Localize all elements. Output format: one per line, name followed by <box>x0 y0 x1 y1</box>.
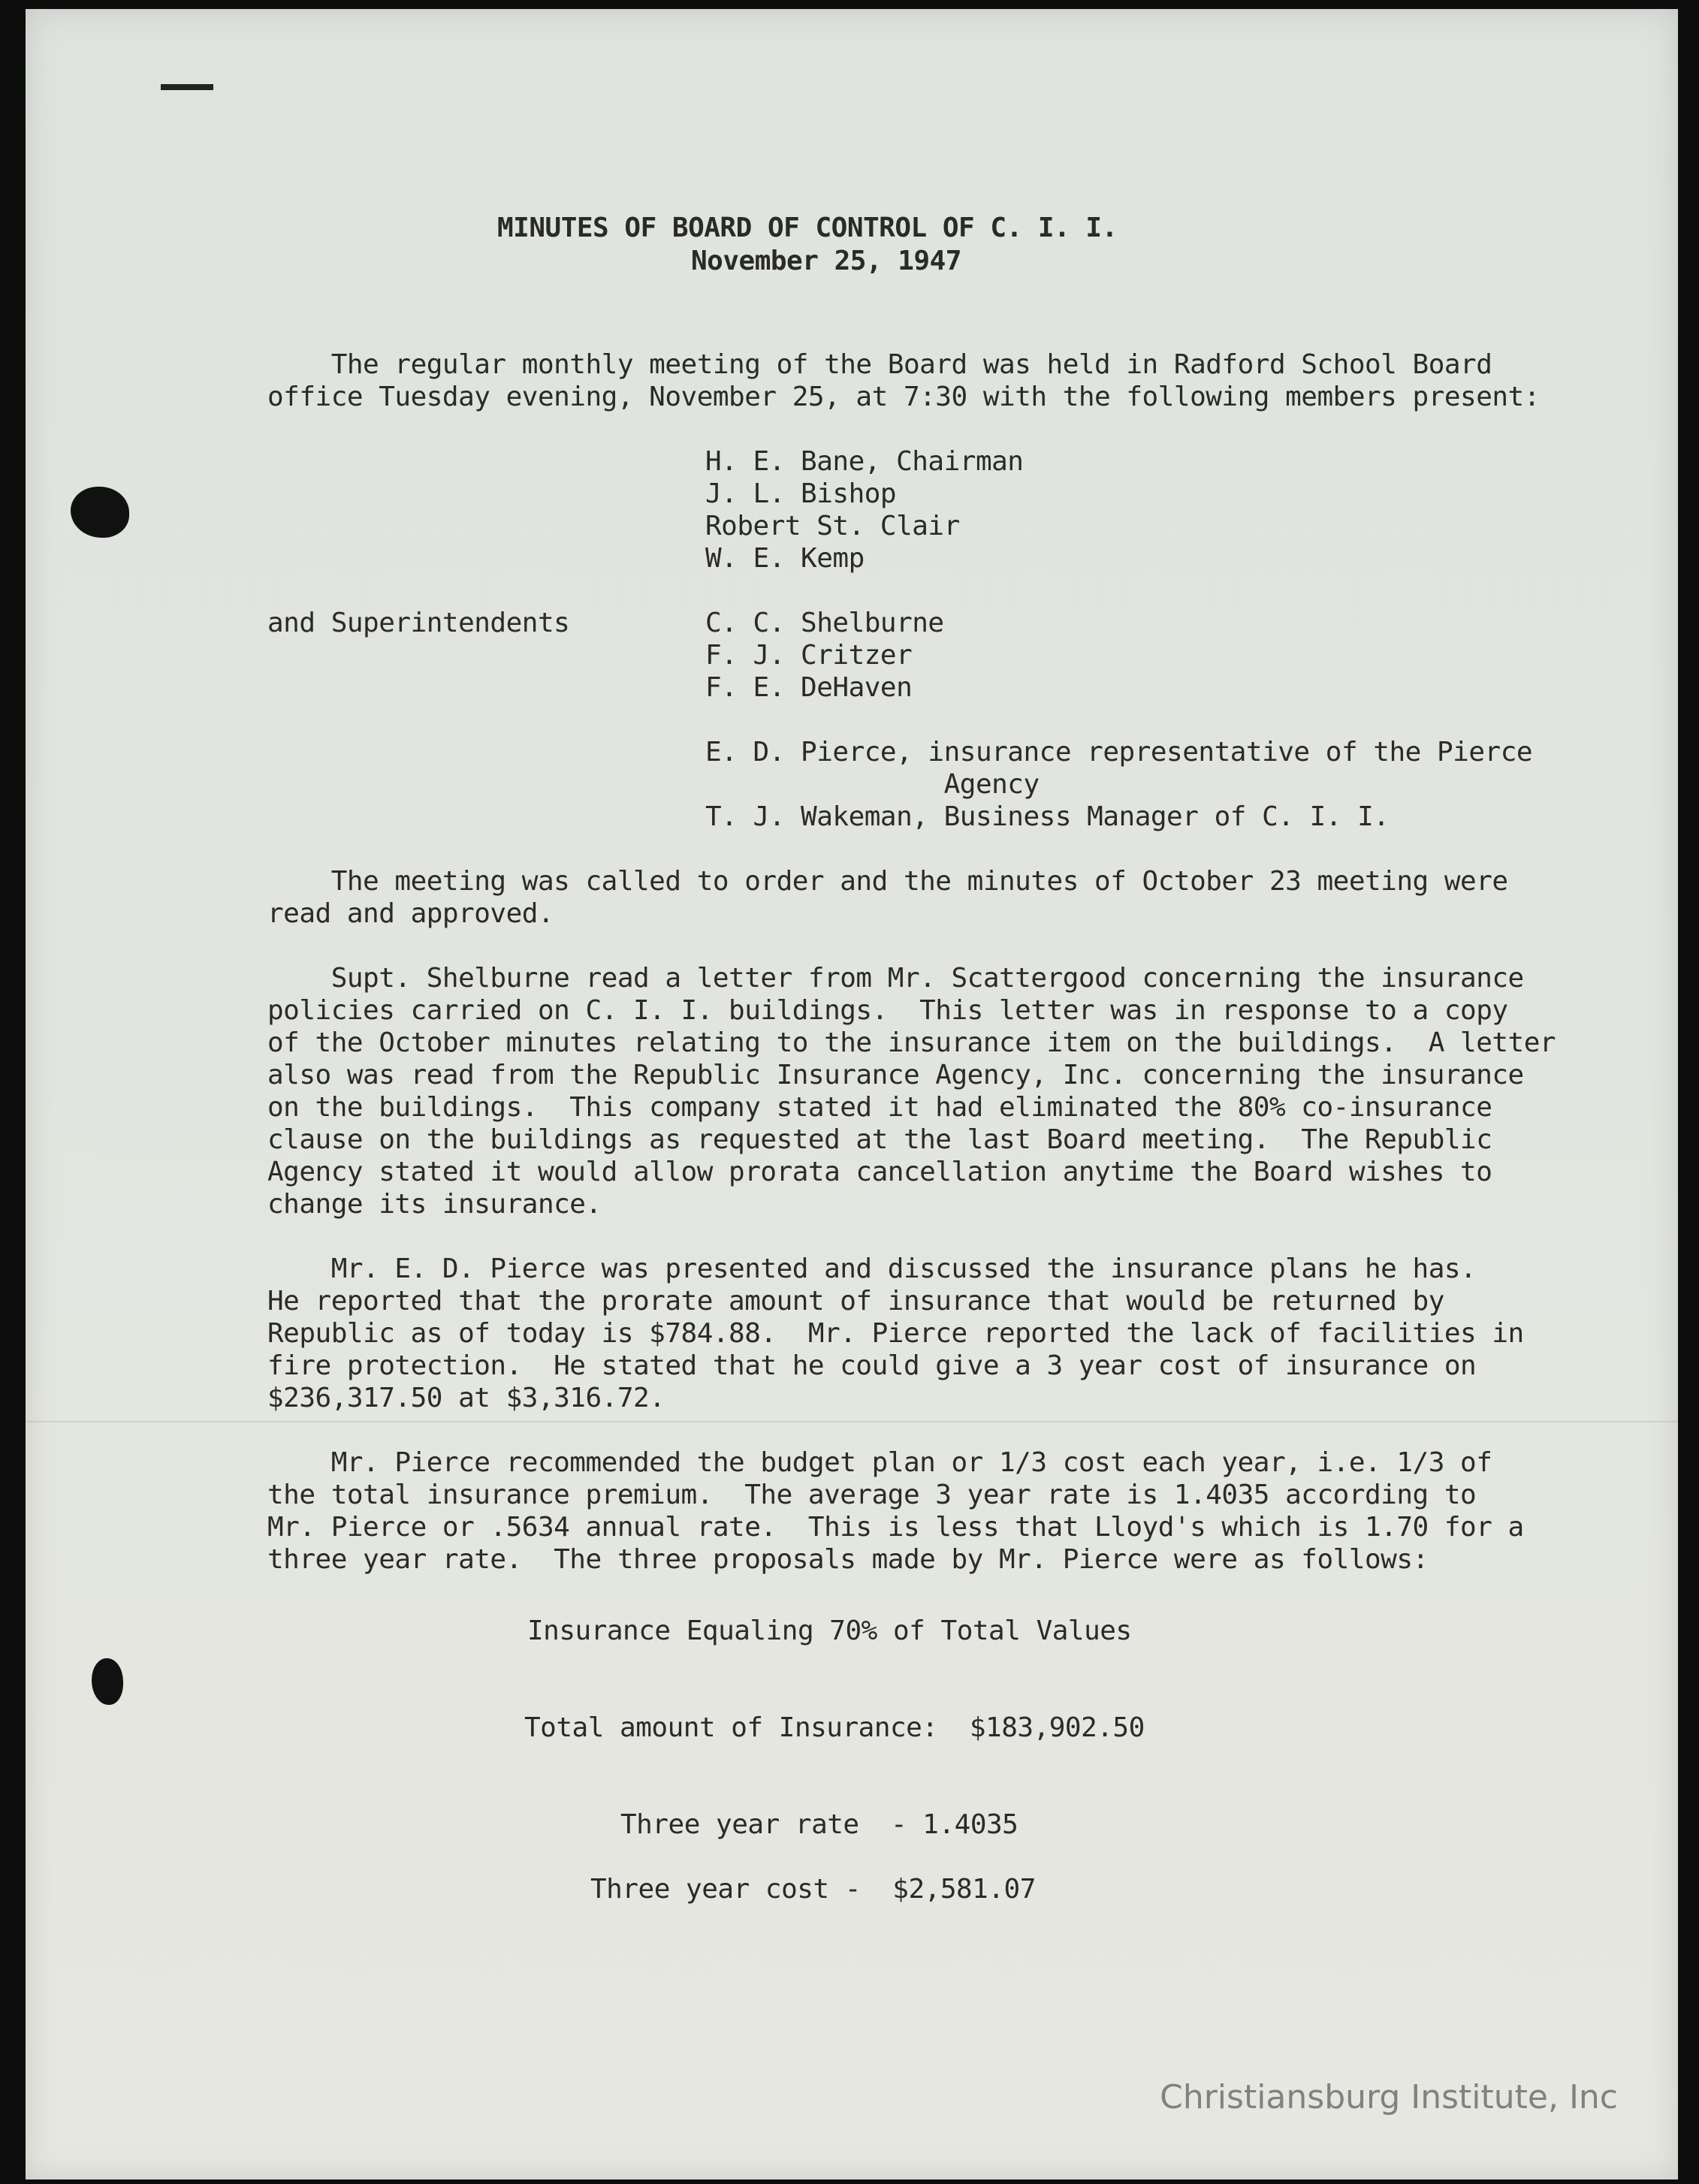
proposal-total: Total amount of Insurance: $183,902.50 <box>524 1712 1145 1743</box>
paragraph-line: the total insurance premium. The average 3 year rate is 1.4035 according to <box>267 1480 1477 1510</box>
paragraph-line: policies carried on C. I. I. buildings. This letter was in response to a copy <box>267 995 1508 1026</box>
member-name: Robert St. Clair <box>705 511 960 541</box>
paragraph-line: The meeting was called to order and the minutes of October 23 meeting were <box>267 866 1508 897</box>
watermark: Christiansburg Institute, Inc <box>1160 2078 1618 2116</box>
paragraph-line: Mr. Pierce recommended the budget plan or 1/3 cost each year, i.e. 1/3 of <box>267 1447 1492 1478</box>
paragraph-line: change its insurance. <box>267 1189 602 1220</box>
paragraph-line: $236,317.50 at $3,316.72. <box>267 1383 665 1413</box>
superintendent-name: C. C. Shelburne <box>705 608 944 638</box>
superintendent-name: F. J. Critzer <box>705 640 913 671</box>
proposal-heading: Insurance Equaling 70% of Total Values <box>527 1615 1132 1646</box>
paper-fold-line <box>26 1421 1678 1422</box>
paragraph-line: three year rate. The three proposals made by Mr. Pierce were as follows: <box>267 1544 1429 1575</box>
paragraph-line: Mr. E. D. Pierce was presented and discussed the insurance plans he has. <box>267 1253 1477 1284</box>
paragraph-line: read and approved. <box>267 898 554 929</box>
paragraph-line: on the buildings. This company stated it had eliminated the 80% co-insurance <box>267 1092 1492 1123</box>
paragraph-line: fire protection. He stated that he could give a 3 year cost of insurance on <box>267 1350 1477 1381</box>
paragraph-line: clause on the buildings as requested at the last Board meeting. The Republic <box>267 1124 1492 1155</box>
attendee-line: E. D. Pierce, insurance representative of the Pierce <box>705 737 1533 768</box>
document-page <box>26 9 1678 2179</box>
member-name: J. L. Bishop <box>705 478 897 509</box>
intro-line: The regular monthly meeting of the Board was held in Radford School Board <box>267 349 1492 380</box>
proposal-cost: Three year cost - $2,581.07 <box>590 1874 1036 1905</box>
paragraph-line: also was read from the Republic Insurance Agency, Inc. concerning the insurance <box>267 1060 1524 1090</box>
paragraph-line: Supt. Shelburne read a letter from Mr. Scattergood concerning the insurance <box>267 963 1524 994</box>
proposal-rate: Three year rate - 1.4035 <box>620 1809 1018 1840</box>
member-name: W. E. Kemp <box>705 543 865 574</box>
paragraph-line: Agency stated it would allow prorata cancellation anytime the Board wishes to <box>267 1157 1492 1187</box>
superintendent-name: F. E. DeHaven <box>705 672 913 703</box>
paragraph-line: Republic as of today is $784.88. Mr. Pierce reported the lack of facilities in <box>267 1318 1524 1349</box>
document-date: November 25, 1947 <box>691 246 961 276</box>
intro-line: office Tuesday evening, November 25, at 7:30 with the following members present: <box>267 382 1540 412</box>
punch-hole-top <box>71 487 129 538</box>
superintendents-label: and Superintendents <box>267 608 570 638</box>
punch-hole-bottom <box>92 1658 123 1705</box>
paragraph-line: Mr. Pierce or .5634 annual rate. This is less that Lloyd's which is 1.70 for a <box>267 1512 1524 1543</box>
attendee-line: Agency <box>705 769 1040 800</box>
attendee-line: T. J. Wakeman, Business Manager of C. I. I. <box>705 801 1390 832</box>
ink-mark <box>161 84 213 90</box>
document-title: MINUTES OF BOARD OF CONTROL OF C. I. I. <box>497 213 1118 243</box>
paragraph-line: of the October minutes relating to the insurance item on the buildings. A letter <box>267 1027 1556 1058</box>
member-name: H. E. Bane, Chairman <box>705 446 1024 477</box>
paragraph-line: He reported that the prorate amount of insurance that would be returned by <box>267 1286 1444 1317</box>
